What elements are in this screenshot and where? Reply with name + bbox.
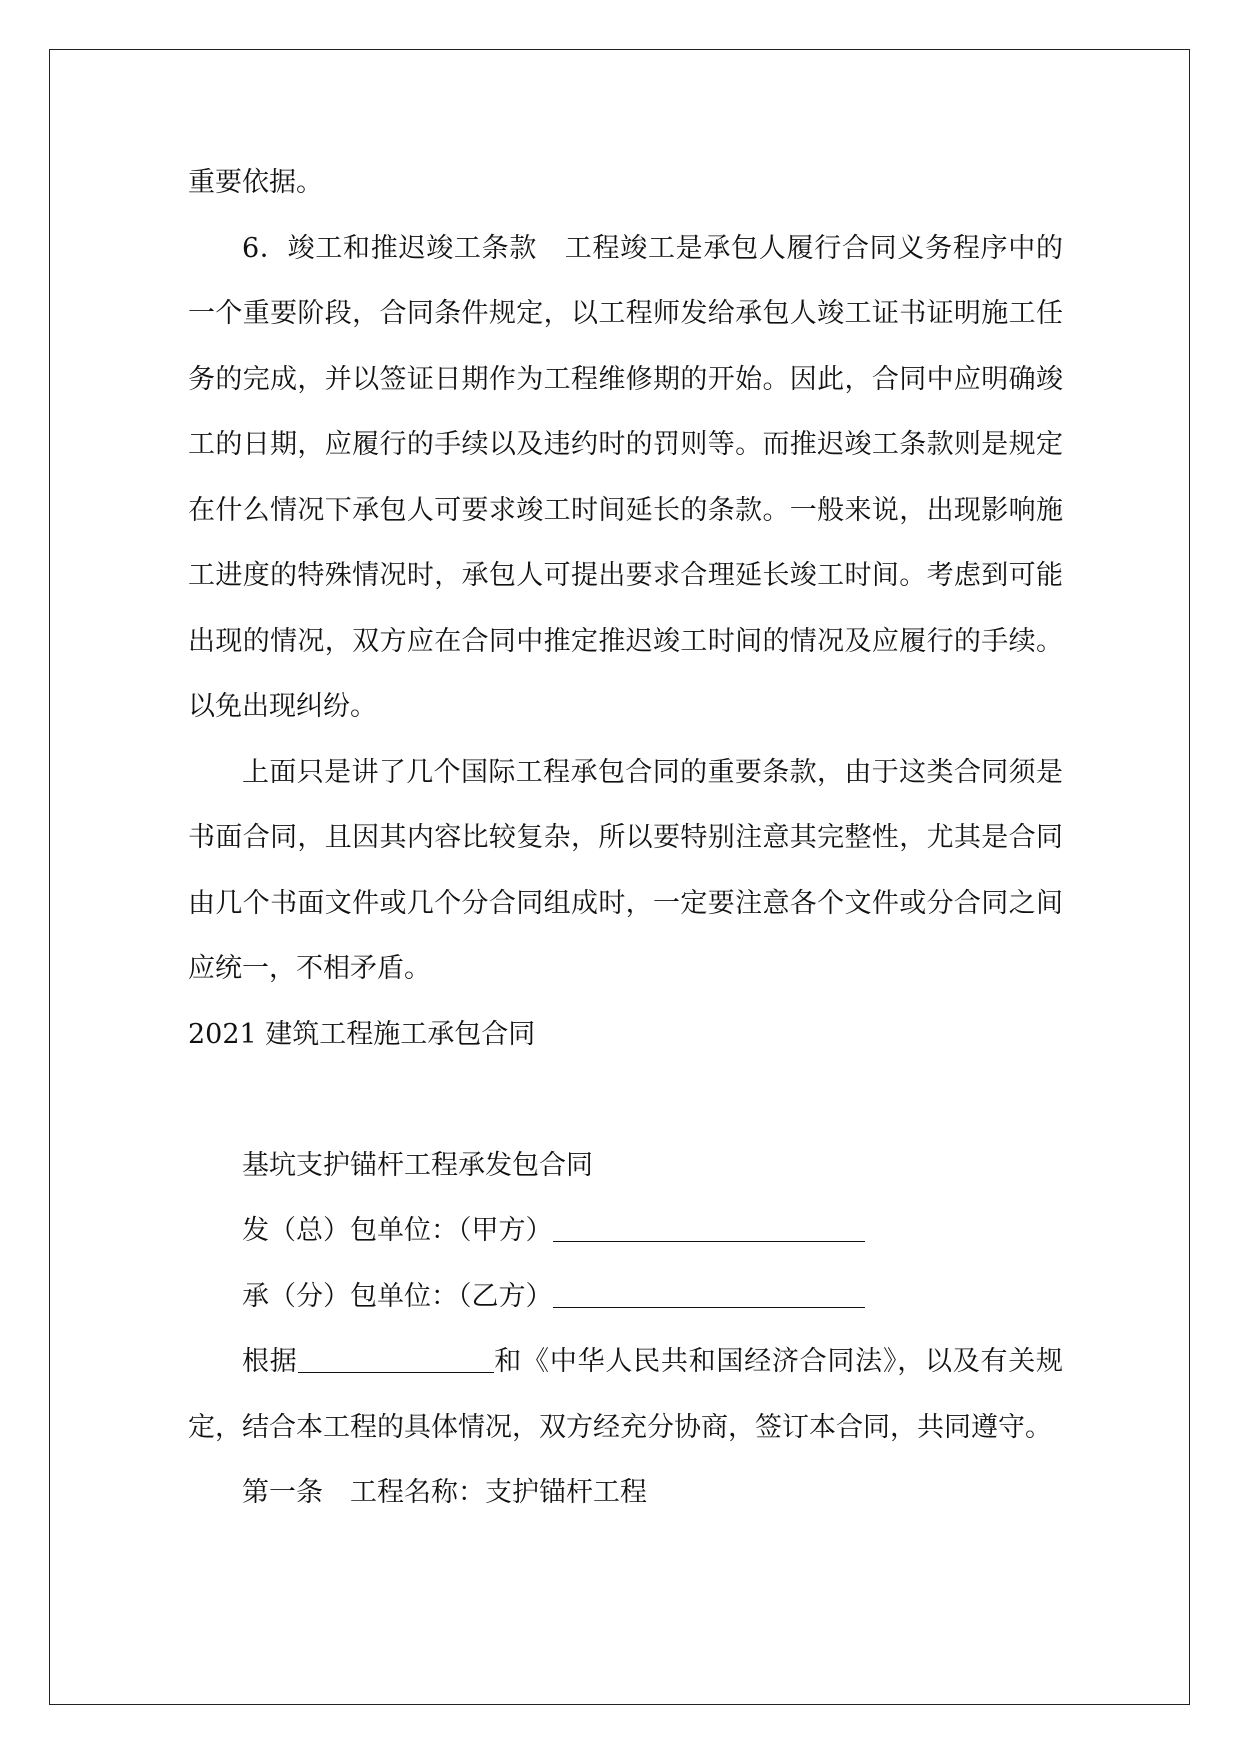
paragraph-continuation: 重要依据。 (188, 167, 323, 198)
party-b-blank (553, 1277, 865, 1308)
party-a-label: 发（总）包单位：（甲方） (242, 1215, 553, 1246)
basis-paragraph (188, 1329, 1063, 1460)
party-a-blank (553, 1211, 865, 1242)
party-b-label: 承（分）包单位：（乙方） (242, 1280, 553, 1312)
contract-title: 基坑支护锚杆工程承发包合同 (242, 1149, 593, 1181)
document-body (188, 150, 1063, 1526)
document-heading: 2021 建筑工程施工承包合同 (188, 1018, 536, 1050)
article-one: 第一条 工程名称：支护锚杆工程 (242, 1477, 647, 1508)
party-a-line (188, 1198, 1063, 1264)
basis-blank (298, 1342, 494, 1373)
party-b-line (188, 1264, 1063, 1330)
blank-gap (188, 1067, 1063, 1133)
basis-rest: 和《中华人民共和国经济合同法》，以及有关规定，结合本工程的具体情况，双方经充分协商，签订本合同，共同遵守。 (188, 1346, 1064, 1443)
paragraph-completion-clause: 6．竣工和推迟竣工条款 工程竣工是承包人履行合同义务程序中的一个重要阶段，合同条件规定，以工程师发给承包人竣工证书证明施工任务的完成，并以签证日期作为工程维修期的开始。因此，合同中应明确竣工的日期，应履行的手续以及违约时的罚则等。而推迟竣工条款则是规定在什么情况下承包人可要求竣工时间延长的条款。一般来说，出现影响施工进度的特殊情况时，承包人可提出要求合理延长竣工时间。考虑到可能出现的情况，双方应在合同中推定推迟竣工时间的情况及应履行的手续。以免出现纠纷。 (188, 232, 1063, 722)
paragraph-summary: 上面只是讲了几个国际工程承包合同的重要条款，由于这类合同须是书面合同，且因其内容比较复杂，所以要特别注意其完整性，尤其是合同由几个书面文件或几个分合同组成时，一定要注意各个文件或分合同之间应统一，不相矛盾。 (188, 756, 1063, 984)
basis-prefix: 根据 (242, 1346, 298, 1377)
